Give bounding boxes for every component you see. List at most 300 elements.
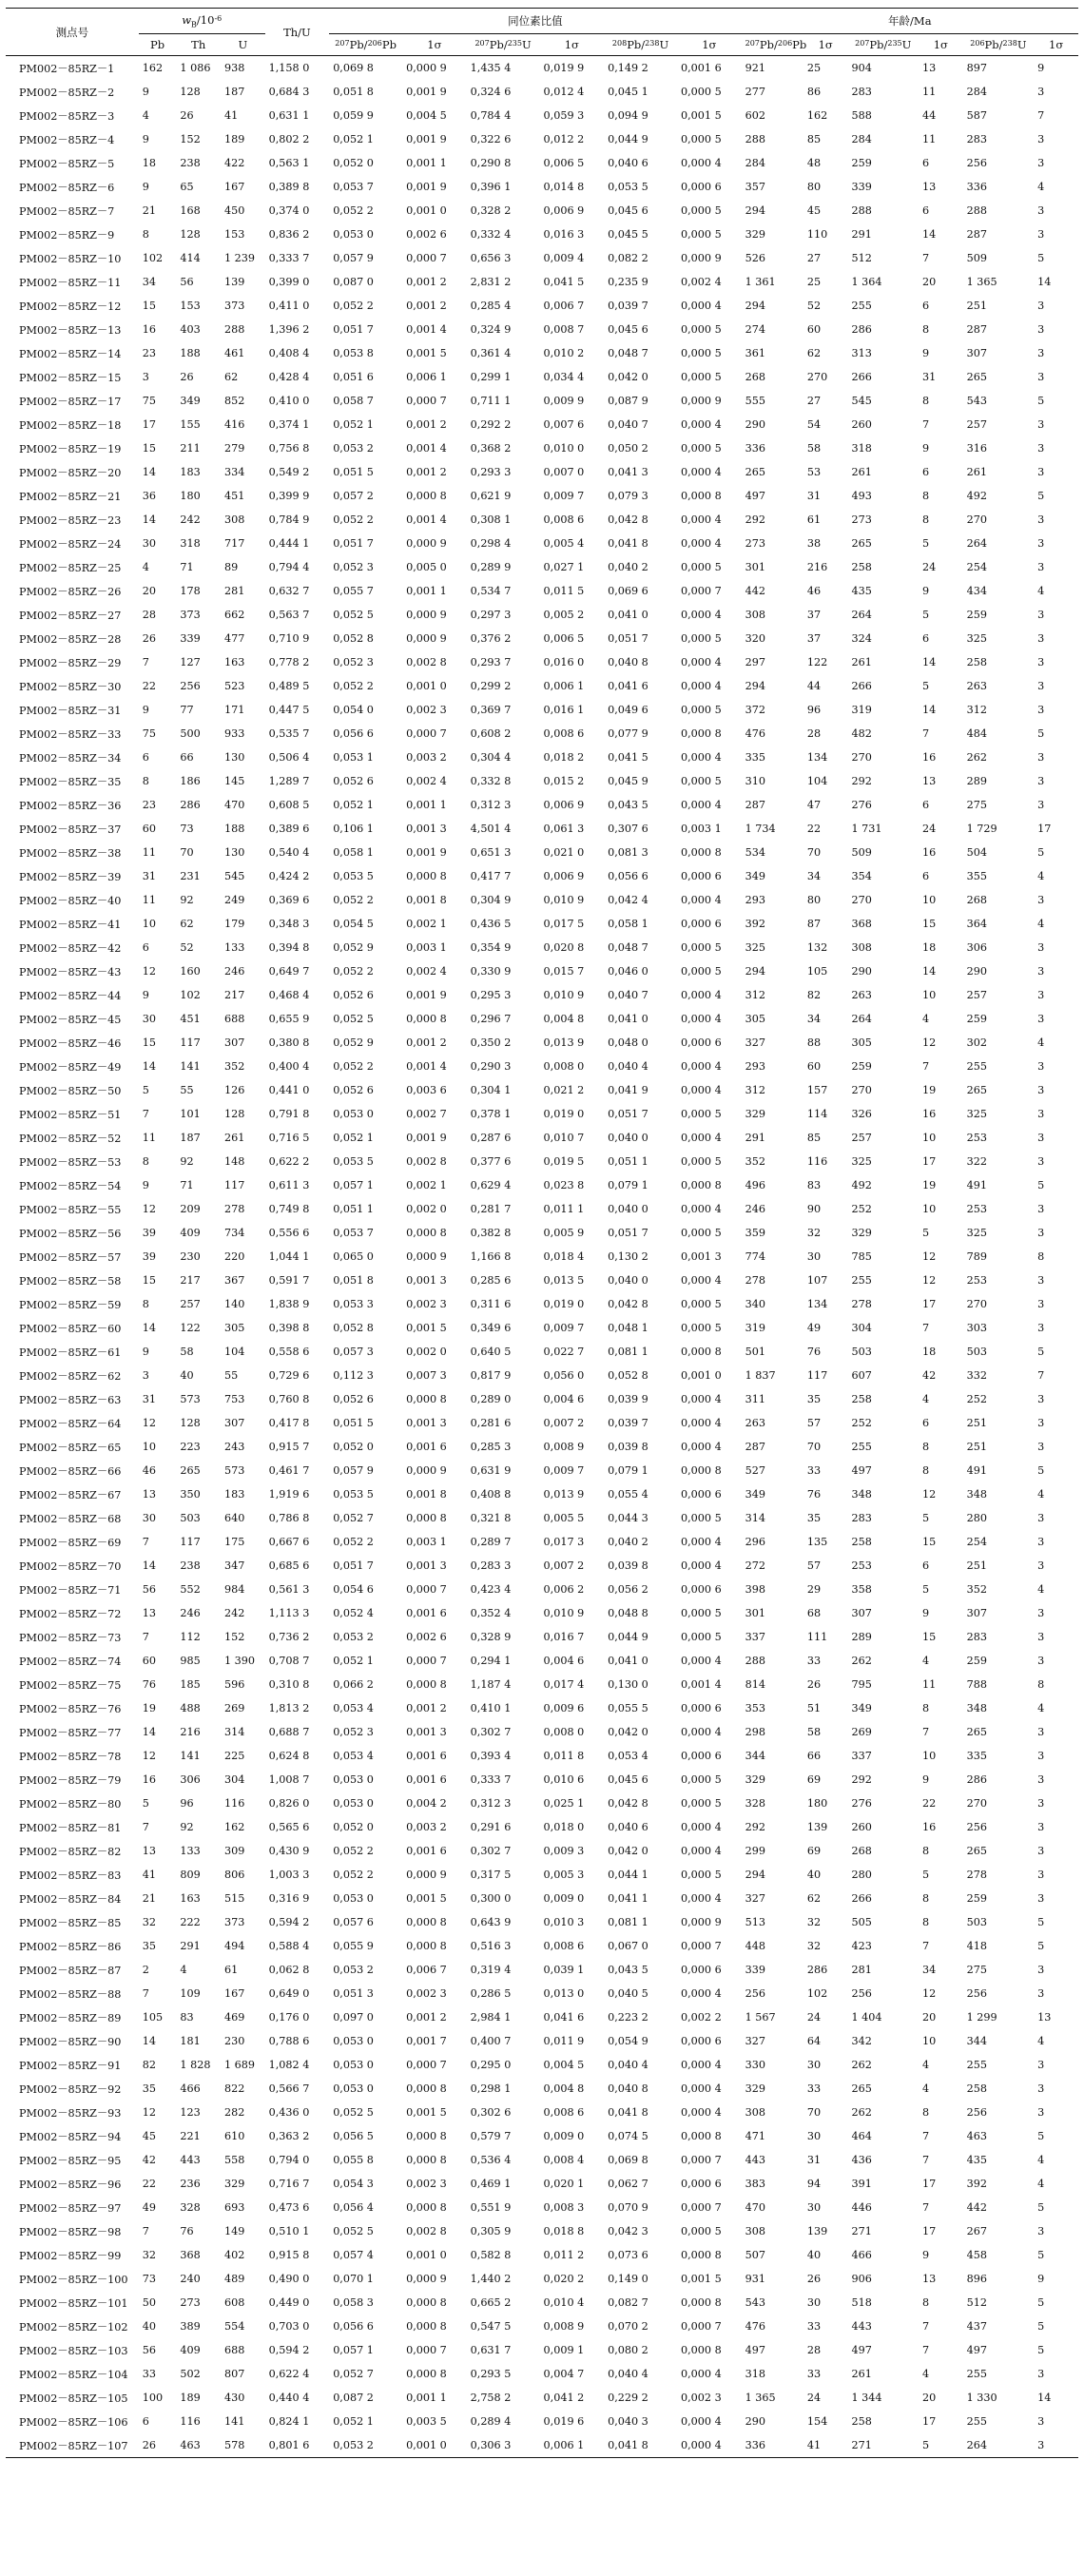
- table-row: [6, 175, 1078, 199]
- table-cell: 256: [851, 1987, 872, 2000]
- table-cell: 423: [851, 1940, 872, 1952]
- table-cell: 70: [180, 846, 194, 859]
- table-cell: 251: [966, 1417, 987, 1429]
- table-cell: 0,001 1: [406, 157, 447, 169]
- table-cell: 60: [142, 1655, 157, 1667]
- table-cell: 364: [966, 918, 987, 930]
- table-cell: 8: [1037, 1678, 1045, 1691]
- table-cell: 0,291 6: [470, 1821, 512, 1833]
- table-cell: 0,316 9: [268, 1892, 310, 1905]
- table-cell: 1,082 4: [268, 2059, 310, 2071]
- table-cell: 0,000 8: [406, 870, 447, 882]
- table-cell: 0,449 0: [268, 2296, 310, 2309]
- table-row: [6, 270, 1078, 294]
- table-cell: 281: [224, 585, 245, 597]
- table-cell: 0,079 3: [608, 490, 648, 502]
- table-cell: 0,588 4: [268, 1940, 310, 1952]
- table-cell: 0,000 8: [406, 1940, 447, 1952]
- table-cell: 0,041 0: [608, 1655, 648, 1667]
- table-cell: 0,281 6: [470, 1417, 512, 1429]
- table-cell: 8: [922, 1916, 930, 1928]
- table-cell: 278: [745, 1274, 765, 1287]
- table-cell: 37: [806, 609, 822, 621]
- table-cell: 44: [806, 680, 822, 692]
- table-cell: 0,000 9: [406, 1464, 447, 1477]
- cell-spot-id: PM002－85RZ－84: [19, 1892, 122, 1906]
- table-cell: 4: [922, 1013, 930, 1025]
- table-cell: 503: [851, 1346, 872, 1358]
- table-cell: 101: [180, 1108, 201, 1120]
- table-cell: 269: [224, 1702, 245, 1714]
- table-cell: 0,052 6: [333, 1084, 374, 1096]
- table-cell: 482: [851, 727, 872, 740]
- table-cell: 11: [142, 894, 157, 906]
- table-row: [6, 56, 1078, 81]
- cell-spot-id: PM002－85RZ－71: [19, 1583, 122, 1597]
- table-cell: 255: [966, 2415, 987, 2428]
- table-cell: 3: [1037, 1013, 1045, 1025]
- table-cell: 305: [851, 1036, 872, 1049]
- table-cell: 312: [745, 1084, 765, 1096]
- table-cell: 0,007 0: [543, 466, 585, 478]
- table-cell: 36: [142, 490, 157, 502]
- table-row: [6, 1625, 1078, 1649]
- table-row: [6, 2077, 1078, 2101]
- table-cell: 294: [745, 204, 765, 217]
- table-cell: 303: [966, 1322, 987, 1334]
- table-cell: 329: [745, 1108, 765, 1120]
- table-cell: 349: [851, 1702, 872, 1714]
- table-cell: 0,057 3: [333, 1346, 374, 1358]
- table-row: [6, 1269, 1078, 1292]
- table-cell: 3: [1037, 1655, 1045, 1667]
- table-cell: 0,002 4: [406, 775, 447, 787]
- table-cell: 253: [966, 1203, 987, 1215]
- table-cell: 0,285 6: [470, 1274, 512, 1287]
- table-cell: 545: [851, 395, 872, 407]
- table-cell: 293: [745, 894, 765, 906]
- table-cell: 86: [806, 86, 822, 98]
- table-cell: 0,045 5: [608, 228, 648, 241]
- cell-spot-id: PM002－85RZ－30: [19, 680, 122, 693]
- table-cell: 3: [1037, 1298, 1045, 1310]
- table-cell: 258: [851, 1536, 872, 1548]
- table-cell: 85: [806, 133, 822, 145]
- table-row: [6, 223, 1078, 246]
- table-cell: 1 086: [180, 62, 211, 74]
- cell-spot-id: PM002－85RZ－83: [19, 1869, 122, 1882]
- table-cell: 0,044 3: [608, 1512, 648, 1524]
- table-cell: 0,369 6: [268, 894, 310, 906]
- table-cell: 0,000 4: [680, 1013, 722, 1025]
- table-cell: 0,052 3: [333, 1726, 374, 1738]
- table-cell: 0,382 8: [470, 1227, 512, 1239]
- table-cell: 938: [224, 62, 245, 74]
- table-cell: 0,052 2: [333, 1536, 374, 1548]
- table-cell: 350: [180, 1488, 201, 1501]
- cell-spot-id: PM002－85RZ－57: [19, 1250, 122, 1264]
- table-cell: 48: [806, 157, 822, 169]
- cell-spot-id: PM002－85RZ－51: [19, 1108, 122, 1121]
- table-cell: 0,019 0: [543, 1108, 585, 1120]
- table-cell: 255: [851, 300, 872, 312]
- table-cell: 0,631 9: [470, 1464, 512, 1477]
- table-cell: 31: [806, 490, 822, 502]
- table-cell: 20: [922, 276, 937, 288]
- table-cell: 0,009 6: [543, 1702, 585, 1714]
- table-cell: 0,348 3: [268, 918, 310, 930]
- table-cell: 32: [806, 1940, 822, 1952]
- table-cell: 0,656 3: [470, 252, 512, 264]
- table-cell: 0,760 8: [268, 1393, 310, 1405]
- table-cell: 931: [745, 2273, 765, 2285]
- table-cell: 11: [142, 846, 157, 859]
- table-cell: 906: [851, 2273, 872, 2285]
- table-cell: 3: [1037, 2082, 1045, 2095]
- table-cell: 0,324 9: [470, 323, 512, 336]
- table-cell: 0,053 0: [333, 228, 374, 241]
- table-cell: 392: [745, 918, 765, 930]
- table-cell: 325: [966, 632, 987, 645]
- table-cell: 0,077 9: [608, 727, 648, 740]
- table-cell: 20: [922, 2011, 937, 2024]
- table-cell: 0,000 8: [680, 2344, 722, 2356]
- table-cell: 209: [180, 1203, 201, 1215]
- table-cell: 4: [922, 2059, 930, 2071]
- table-cell: 368: [851, 918, 872, 930]
- table-cell: 288: [224, 323, 245, 336]
- table-cell: 259: [966, 1655, 987, 1667]
- table-cell: 325: [966, 1227, 987, 1239]
- table-cell: 278: [966, 1869, 987, 1881]
- table-cell: 358: [851, 1583, 872, 1596]
- table-cell: 515: [224, 1892, 245, 1905]
- table-cell: 140: [224, 1298, 245, 1310]
- table-row: [6, 1007, 1078, 1031]
- table-cell: 494: [224, 1940, 245, 1952]
- cell-spot-id: PM002－85RZ－90: [19, 2035, 122, 2048]
- table-cell: 3: [1037, 228, 1045, 241]
- table-cell: 0,054 5: [333, 918, 374, 930]
- table-cell: 0,000 4: [680, 466, 722, 478]
- table-cell: 33: [806, 1464, 822, 1477]
- table-cell: 0,000 9: [406, 2273, 447, 2285]
- table-cell: 0,394 8: [268, 941, 310, 954]
- table-cell: 0,010 2: [543, 347, 585, 359]
- table-cell: 255: [966, 2368, 987, 2380]
- table-cell: 269: [851, 1726, 872, 1738]
- table-cell: 0,001 6: [406, 1773, 447, 1786]
- table-cell: 271: [847, 2433, 919, 2458]
- table-cell: 58: [806, 1726, 822, 1738]
- table-cell: 349: [180, 395, 201, 407]
- table-cell: 53: [806, 466, 822, 478]
- cell-spot-id: PM002－85RZ－25: [19, 561, 122, 574]
- table-cell: 87: [806, 918, 822, 930]
- table-cell: 15: [142, 1036, 157, 1049]
- table-cell: 9: [1037, 2273, 1045, 2285]
- table-cell: 391: [851, 2178, 872, 2190]
- table-cell: 0,130 0: [608, 1678, 648, 1691]
- table-cell: 0,002 8: [406, 1155, 447, 1168]
- table-cell: 3: [1037, 204, 1045, 217]
- table-cell: 28: [142, 609, 157, 621]
- table-cell: 2,984 1: [470, 2011, 512, 2024]
- table-cell: 0,624 8: [268, 1750, 310, 1762]
- table-cell: 555: [745, 395, 765, 407]
- table-cell: 0,002 1: [406, 918, 447, 930]
- table-cell: 96: [180, 1797, 194, 1810]
- table-cell: 463: [966, 2130, 987, 2142]
- table-cell: 430: [224, 2392, 245, 2404]
- table-cell: 297: [745, 656, 765, 668]
- table-cell: 0,000 4: [680, 1655, 722, 1667]
- table-cell: 0,003 1: [680, 823, 722, 835]
- table-cell: 0,000 9: [680, 252, 722, 264]
- table-cell: 0,004 8: [543, 2082, 585, 2095]
- table-cell: 573: [224, 1464, 245, 1477]
- table-cell: 0,001 2: [406, 1036, 447, 1049]
- table-cell: 65: [180, 181, 194, 193]
- table-cell: 0,018 0: [543, 1821, 585, 1833]
- table-row: [6, 1102, 1078, 1126]
- table-cell: 7: [142, 1987, 149, 2000]
- table-cell: 102: [806, 1987, 828, 2000]
- table-cell: 355: [966, 870, 987, 882]
- table-cell: 175: [224, 1536, 245, 1548]
- header-th: Th: [176, 34, 221, 56]
- table-cell: 12: [922, 1274, 937, 1287]
- table-row: [6, 532, 1078, 555]
- table-cell: 3: [1037, 513, 1045, 526]
- table-cell: 73: [142, 2273, 157, 2285]
- table-cell: 126: [224, 1084, 245, 1096]
- table-cell: 0,016 1: [543, 704, 585, 716]
- table-cell: 0,056 5: [333, 2130, 374, 2142]
- table-cell: 3: [1037, 1393, 1045, 1405]
- table-cell: 294: [745, 300, 765, 312]
- table-cell: 3: [1037, 418, 1045, 431]
- table-cell: 418: [966, 1940, 987, 1952]
- table-cell: 6: [922, 870, 930, 882]
- table-cell: 231: [180, 870, 201, 882]
- table-cell: 0,056 4: [333, 2201, 374, 2214]
- table-cell: 463: [176, 2433, 221, 2458]
- table-cell: 0,008 6: [543, 513, 585, 526]
- table-cell: 435: [851, 585, 872, 597]
- table-cell: 148: [224, 1155, 245, 1168]
- table-row: [6, 199, 1078, 223]
- table-cell: 141: [180, 1750, 201, 1762]
- cell-spot-id: PM002－85RZ－62: [19, 1369, 122, 1383]
- table-cell: 329: [745, 228, 765, 241]
- table-cell: 3: [1037, 1227, 1045, 1239]
- table-cell: 0,052 2: [333, 965, 374, 978]
- table-cell: 0,324 6: [470, 86, 512, 98]
- table-cell: 268: [966, 894, 987, 906]
- table-cell: 293: [745, 1060, 765, 1073]
- table-cell: 12: [922, 1036, 937, 1049]
- table-cell: 7: [1037, 1369, 1045, 1382]
- table-cell: 0,000 8: [680, 2296, 722, 2309]
- table-cell: 0,299 2: [470, 680, 512, 692]
- table-cell: 0,423 4: [470, 1583, 512, 1596]
- table-cell: 0,461 7: [268, 1464, 310, 1477]
- table-cell: 0,000 9: [406, 537, 447, 550]
- table-cell: 16: [922, 751, 937, 764]
- cell-spot-id: PM002－85RZ－33: [19, 727, 122, 741]
- table-cell: 135: [806, 1536, 828, 1548]
- cell-spot-id: PM002－85RZ－101: [19, 2296, 128, 2310]
- table-cell: 0,008 6: [543, 1940, 585, 1952]
- table-cell: 0,004 6: [543, 1393, 585, 1405]
- table-cell: 0,002 4: [406, 965, 447, 978]
- table-cell: 0,057 2: [333, 490, 374, 502]
- table-cell: 263: [851, 989, 872, 1001]
- table-cell: 116: [224, 1797, 245, 1810]
- table-row: [6, 2029, 1078, 2053]
- table-cell: 26: [139, 2433, 177, 2458]
- table-cell: 274: [745, 323, 765, 336]
- table-cell: 327: [745, 1892, 765, 1905]
- table-cell: 326: [851, 1108, 872, 1120]
- table-cell: 0,051 7: [333, 323, 374, 336]
- table-row: [6, 1340, 1078, 1364]
- table-cell: 1,838 9: [268, 1298, 310, 1310]
- table-cell: 0,000 6: [680, 2178, 722, 2190]
- table-cell: 0,041 0: [608, 609, 648, 621]
- table-cell: 0,281 7: [470, 1203, 512, 1215]
- table-cell: 0,052 1: [333, 2415, 374, 2428]
- table-row: [6, 1958, 1078, 1982]
- cell-spot-id: PM002－85RZ－78: [19, 1750, 122, 1763]
- cell-spot-id: PM002－85RZ－37: [19, 823, 122, 836]
- cell-spot-id: PM002－85RZ－58: [19, 1274, 122, 1288]
- table-cell: 0,622 4: [268, 2368, 310, 2380]
- table-cell: 442: [966, 2201, 987, 2214]
- table-cell: 1,813 2: [268, 1702, 310, 1714]
- table-cell: 0,000 6: [680, 870, 722, 882]
- table-cell: 0,056 6: [333, 727, 374, 740]
- table-cell: 1 361: [745, 276, 776, 288]
- table-cell: 0,000 8: [680, 846, 722, 859]
- table-cell: 0,044 9: [608, 133, 648, 145]
- table-cell: 0,298 1: [470, 2082, 512, 2095]
- table-cell: 0,310 8: [268, 1678, 310, 1691]
- table-cell: 257: [966, 418, 987, 431]
- table-cell: 0,042 8: [608, 513, 648, 526]
- table-cell: 309: [224, 1845, 245, 1857]
- table-cell: 278: [851, 1298, 872, 1310]
- table-cell: 117: [806, 1369, 828, 1382]
- table-cell: 0,296 7: [470, 1013, 512, 1025]
- table-cell: 0,106 1: [333, 823, 374, 835]
- header-sigma: 1σ: [919, 34, 963, 56]
- table-cell: 56: [142, 2344, 157, 2356]
- table-cell: 9: [922, 1607, 930, 1619]
- table-cell: 123: [180, 2106, 201, 2119]
- table-cell: 3: [1037, 1203, 1045, 1215]
- table-cell: 7: [142, 1821, 149, 1833]
- table-row: [6, 1530, 1078, 1554]
- table-cell: 114: [806, 1108, 828, 1120]
- table-cell: 56: [180, 276, 194, 288]
- table-cell: 0,304 4: [470, 751, 512, 764]
- table-cell: 77: [180, 704, 194, 716]
- table-cell: 0,044 9: [608, 1631, 648, 1643]
- table-cell: 6: [922, 799, 930, 811]
- table-cell: 327: [745, 1036, 765, 1049]
- table-cell: 268: [851, 1845, 872, 1857]
- table-row: [6, 436, 1078, 460]
- table-cell: 492: [966, 490, 987, 502]
- table-cell: 3: [1037, 1607, 1045, 1619]
- table-cell: 110: [806, 228, 828, 241]
- table-cell: 0,021 2: [543, 1084, 585, 1096]
- table-cell: 12: [142, 1750, 157, 1762]
- table-cell: 0,400 7: [470, 2035, 512, 2047]
- table-cell: 7: [922, 2130, 930, 2142]
- table-cell: 0,065 0: [333, 1250, 374, 1263]
- table-cell: 155: [180, 418, 201, 431]
- table-cell: 0,048 1: [608, 1322, 648, 1334]
- cell-spot-id: PM002－85RZ－76: [19, 1702, 122, 1715]
- table-cell: 0,000 8: [680, 2249, 722, 2261]
- table-row: [6, 959, 1078, 983]
- table-cell: 83: [180, 2011, 194, 2024]
- table-cell: 545: [224, 870, 245, 882]
- table-cell: 263: [966, 680, 987, 692]
- table-cell: 189: [224, 133, 245, 145]
- table-cell: 4: [1037, 2178, 1045, 2190]
- table-cell: 265: [966, 1726, 987, 1738]
- table-cell: 1 364: [851, 276, 882, 288]
- cell-spot-id: PM002－85RZ－29: [19, 656, 122, 669]
- table-cell: 76: [142, 1678, 157, 1691]
- table-cell: 261: [851, 2368, 872, 2380]
- table-cell: 0,802 2: [268, 133, 310, 145]
- table-cell: 0,054 9: [608, 2035, 648, 2047]
- table-cell: 0,540 4: [268, 846, 310, 859]
- table-cell: 0,000 6: [680, 1488, 722, 1501]
- table-cell: 180: [180, 490, 201, 502]
- table-cell: 1 344: [851, 2392, 882, 2404]
- cell-spot-id: PM002－85RZ－36: [19, 799, 122, 812]
- cell-spot-id: PM002－85RZ－80: [19, 1797, 122, 1811]
- table-cell: 30: [806, 2296, 822, 2309]
- table-cell: 104: [806, 775, 828, 787]
- cell-spot-id: PM002－85RZ－59: [19, 1298, 122, 1311]
- table-cell: 443: [745, 2154, 765, 2166]
- table-cell: 0,081 1: [608, 1916, 648, 1928]
- table-cell: 92: [180, 894, 194, 906]
- table-cell: 1 567: [745, 2011, 776, 2024]
- table-row: [6, 650, 1078, 674]
- table-cell: 0,000 4: [680, 300, 722, 312]
- table-cell: 484: [966, 727, 987, 740]
- table-cell: 0,786 8: [268, 1512, 310, 1524]
- table-cell: 0,001 9: [406, 86, 447, 98]
- table-cell: 57: [806, 1417, 822, 1429]
- cell-spot-id: PM002－85RZ－34: [19, 751, 122, 765]
- table-cell: 280: [966, 1512, 987, 1524]
- table-cell: 0,000 4: [680, 1274, 722, 1287]
- cell-spot-id: PM002－85RZ－20: [19, 466, 122, 479]
- table-cell: 0,396 1: [470, 181, 512, 193]
- table-row: [6, 508, 1078, 532]
- table-cell: 0,010 6: [543, 1773, 585, 1786]
- cell-spot-id: PM002－85RZ－73: [19, 1631, 122, 1644]
